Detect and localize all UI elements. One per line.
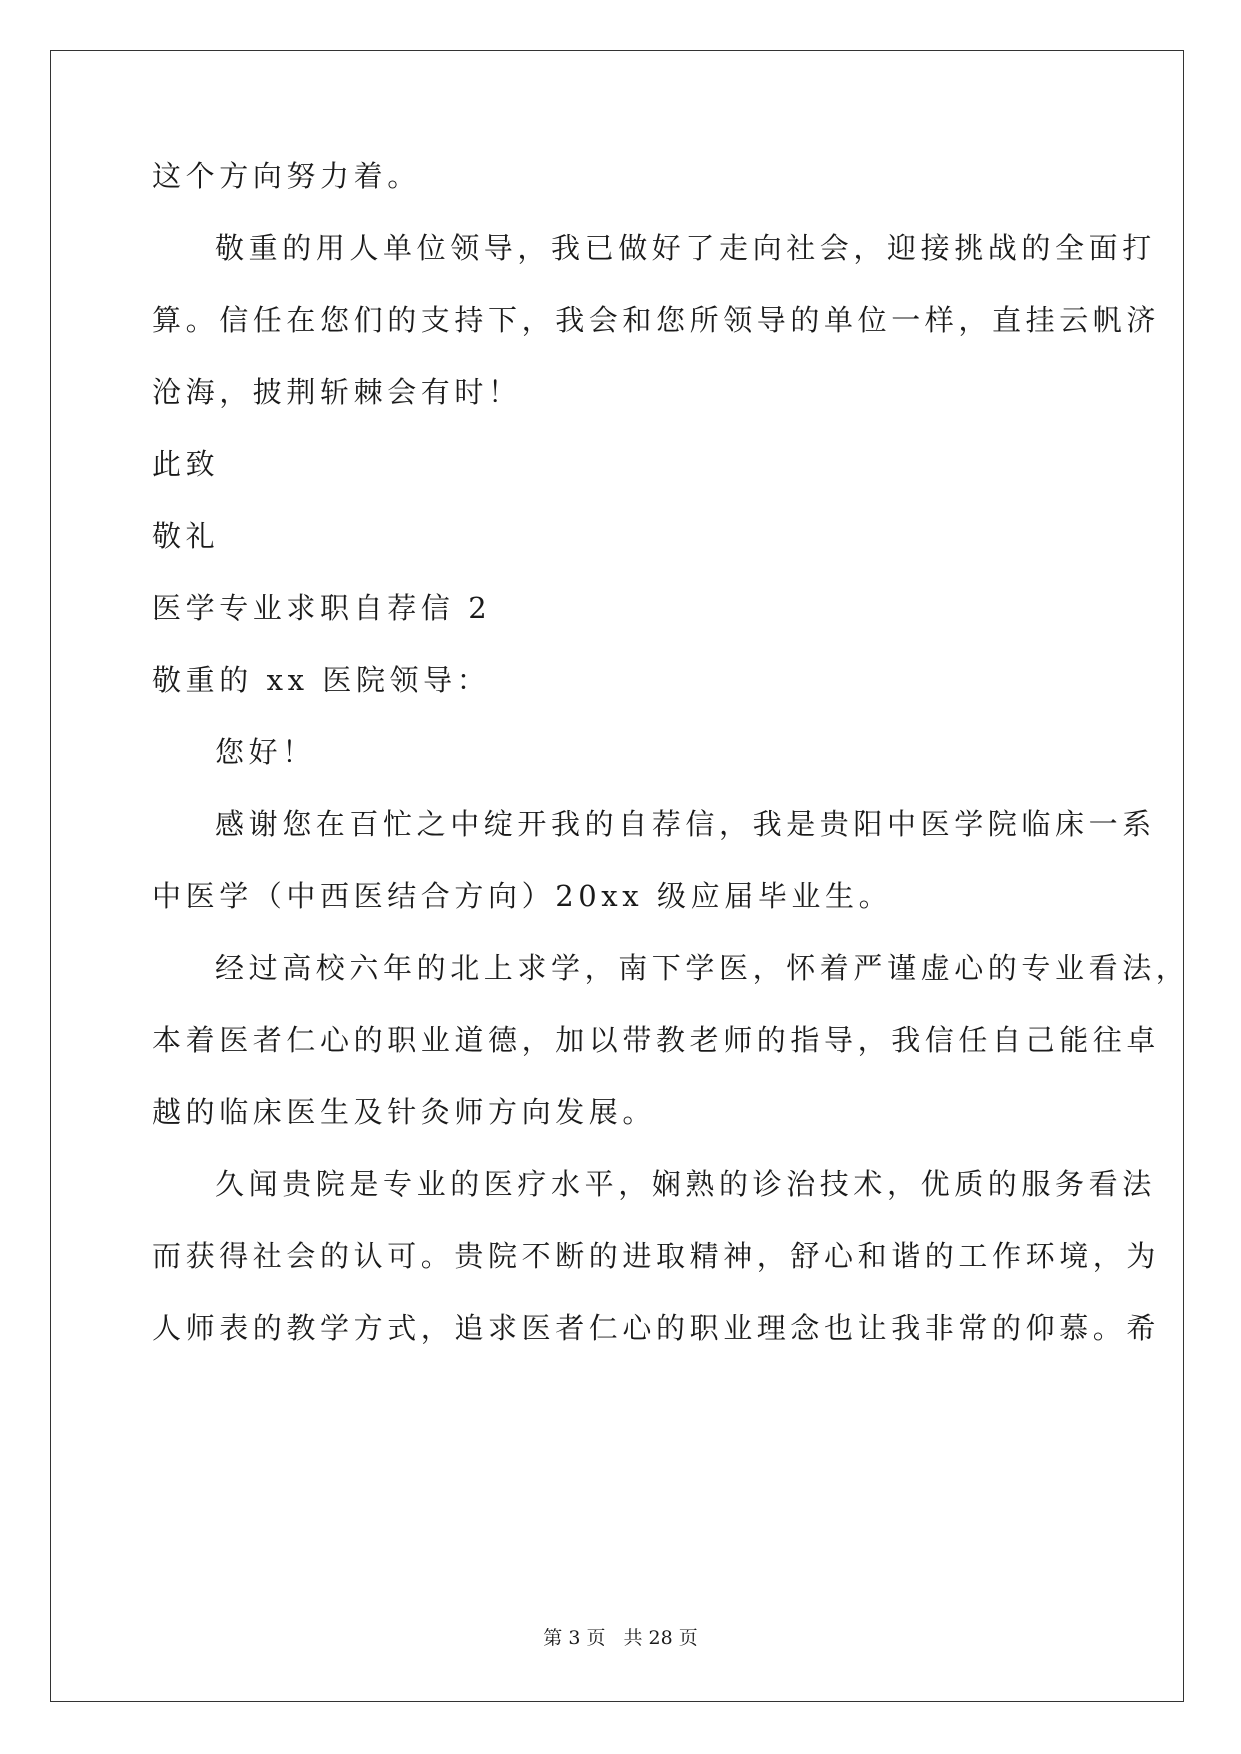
page-footer <box>0 1626 1241 1650</box>
text-line: 此致 <box>152 447 220 481</box>
greeting: 您好！ <box>215 735 316 769</box>
section-heading: 医学专业求职自荐信 2 <box>152 591 492 625</box>
text-line: 人师表的教学方式，追求医者仁心的职业理念也让我非常的仰慕。希 <box>152 1311 1161 1345</box>
text-line: 而获得社会的认可。贵院不断的进取精神，舒心和谐的工作环境，为 <box>152 1239 1161 1273</box>
text-line: 本着医者仁心的职业道德，加以带教老师的指导，我信任自己能往卓 <box>152 1023 1161 1057</box>
text-line: 经过高校六年的北上求学，南下学医，怀着严谨虚心的专业看法， <box>215 951 1190 985</box>
text-line: 算。信任在您们的支持下，我会和您所领导的单位一样，直挂云帆济 <box>152 303 1161 337</box>
text-line: 感谢您在百忙之中绽开我的自荐信，我是贵阳中医学院临床一系 <box>215 807 1156 841</box>
page-number-total: 共 28 页 <box>623 1627 698 1649</box>
text-line: 敬重的用人单位领导，我已做好了走向社会，迎接挑战的全面打 <box>215 231 1156 265</box>
text-line: 中医学（中西医结合方向）20xx 级应届毕业生。 <box>152 879 893 913</box>
page-number-current: 第 3 页 <box>543 1627 606 1649</box>
page-border <box>50 50 1184 1702</box>
text-line: 敬礼 <box>152 519 220 553</box>
text-line: 久闻贵院是专业的医疗水平，娴熟的诊治技术，优质的服务看法 <box>215 1167 1156 1201</box>
salutation: 敬重的 xx 医院领导： <box>152 663 491 697</box>
text-line: 沧海，披荆斩棘会有时！ <box>152 375 522 409</box>
text-line: 越的临床医生及针灸师方向发展。 <box>152 1095 657 1129</box>
text-line: 这个方向努力着。 <box>152 159 421 193</box>
